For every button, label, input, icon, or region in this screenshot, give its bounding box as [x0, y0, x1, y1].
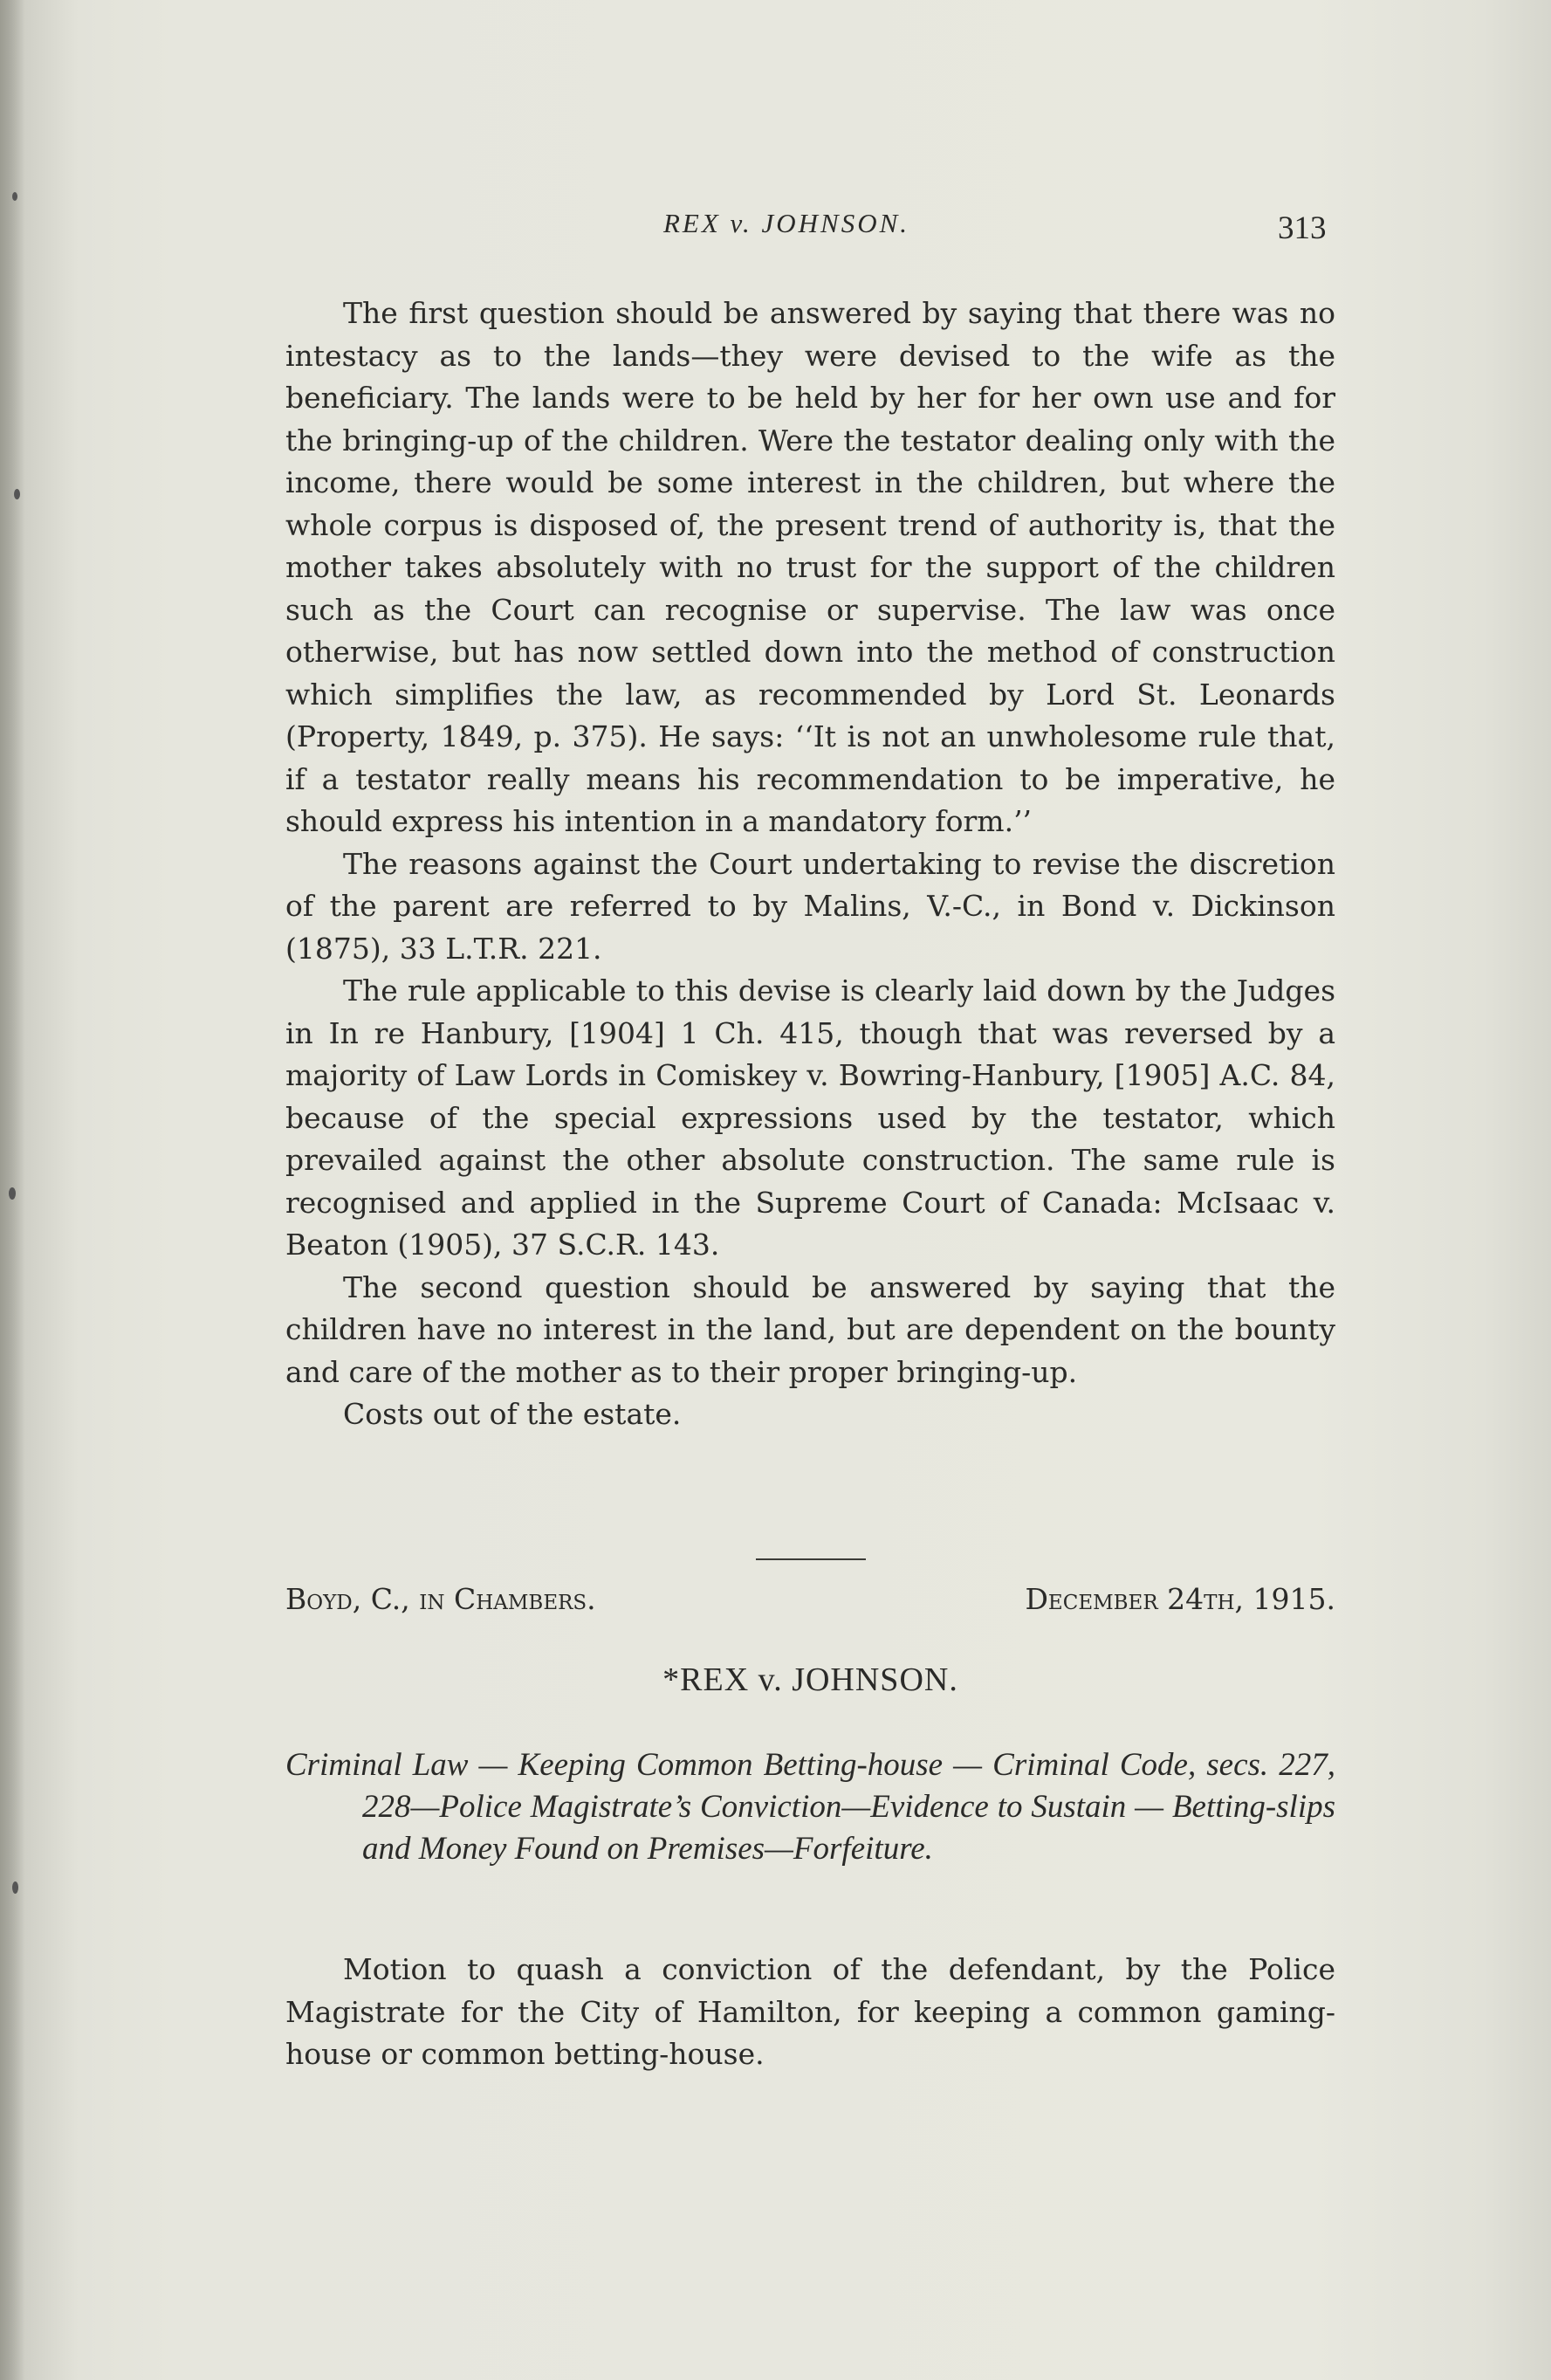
page-number: 313: [1278, 210, 1327, 246]
judgment-text: [285, 292, 1335, 1436]
motion-paragraph: Motion to quash a conviction of the defendant, by the Police Magistrate for the City of Hamilton, for keeping a common gaming-house or common betting-house.: [285, 1952, 1335, 2071]
paragraph-second-question: The second question should be answered by saying that the children have no interest in the land, but are dependent on the bounty and care of the mother as to their proper bringing-up.: [285, 1269, 1335, 1389]
paragraph-reasons: The reasons against the Court undertaking to revise the discretion of the parent are referred to by Malins, V.-C., in Bond v. Dickinson (1875), 33 L.T.R. 221.: [285, 846, 1335, 966]
running-head-title: REX v. JOHNSON.: [663, 208, 910, 238]
case-title: *REX v. JOHNSON.: [662, 1661, 958, 1698]
decision-date: December 24th, 1915.: [1025, 1582, 1335, 1616]
headnote: Criminal Law — Keeping Common Betting-house — Criminal Code, secs. 227, 228—Police Magistrate’s Conviction—Evidence to Sustain — Betting-slips and Money Found on Premises—Forfeiture.: [285, 1747, 1335, 1867]
judge-chambers: Boyd, C., in Chambers.: [285, 1582, 596, 1616]
paragraph-costs: Costs out of the estate.: [343, 1397, 682, 1431]
section-divider: [756, 1558, 866, 1560]
court-line: [285, 1582, 1335, 1626]
paragraph-first-question: The first question should be answered by saying that there was no intestacy as to the lands—they were devised to the wife as the beneficiary. The lands were to be held by her for her own use and for the bringing-up of the children. Were the testator dealing only with the income, there would be some interest in the children, but where the whole corpus is disposed of, the present trend of authority is, that the mother takes absolutely with no trust for the support of the children such as the Court can recognise or supervise. The law was once otherwise, but has now settled down into the method of construction which simplifies the law, as recommended by Lord St. Leonards (Property, 1849, p. 375). He says: ‘‘It is not an unwholesome rule that, if a testator really means his recommendation to be imperative, he should express his intention in a mandatory form.’’: [285, 296, 1335, 838]
paragraph-rule: The rule applicable to this devise is clearly laid down by the Judges in In re Hanbury, [1904] 1 Ch. 415, though that was reversed by a majority of Law Lords in Comiskey v. Bowring-Hanbury, [1905] A.C. 84, because of the special expressions used by the testator, which prevailed against the other absolute construction. The same rule is recognised and applied in the Supreme Court of Canada: McIsaac v. Beaton (1905), 37 S.C.R. 143.: [285, 973, 1335, 1262]
running-head: [0, 199, 1551, 251]
